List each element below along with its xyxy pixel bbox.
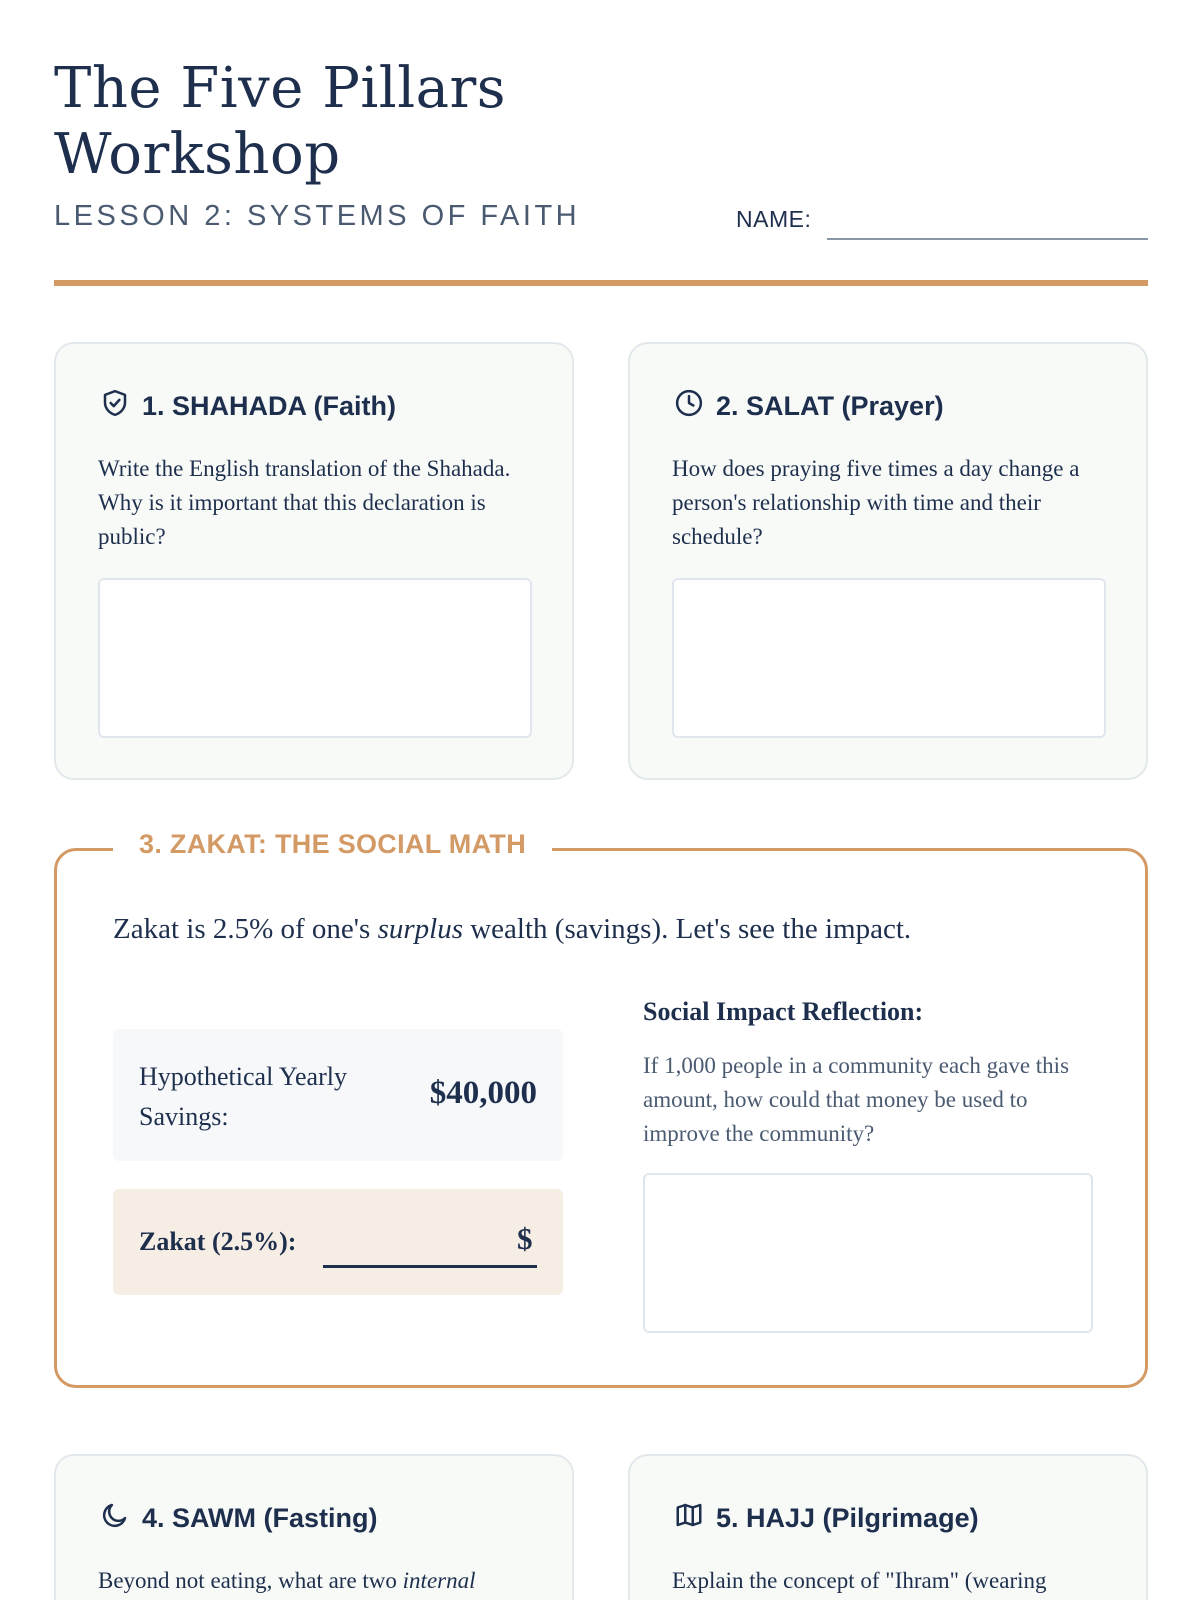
shahada-heading-text: 1. SHAHADA (Faith) xyxy=(142,391,396,421)
sawm-question-emphasis: internal xyxy=(402,1568,476,1593)
shahada-question: Write the English translation of the Shahada. Why is it important that this declaration is public? xyxy=(98,456,511,549)
moon-icon xyxy=(100,1500,130,1537)
salat-card xyxy=(628,342,1148,780)
header-divider xyxy=(54,280,1148,286)
savings-box xyxy=(113,1029,563,1161)
sawm-question-before: Beyond not eating, what are two xyxy=(98,1568,403,1593)
reflection-answer-box[interactable] xyxy=(643,1173,1093,1333)
map-icon xyxy=(674,1500,704,1537)
sawm-question xyxy=(98,1564,538,1598)
zakat-answer-field[interactable] xyxy=(323,1265,537,1268)
salat-question: How does praying five times a day change a person's relationship with time and their schedule? xyxy=(672,456,1080,549)
zakat-calc-label: Zakat (2.5%): xyxy=(139,1227,297,1256)
page-title: The Five Pillars Workshop xyxy=(54,56,507,187)
name-label: NAME: xyxy=(736,206,812,232)
lesson-subtitle: LESSON 2: SYSTEMS OF FAITH xyxy=(54,200,581,232)
zakat-intro-emphasis: surplus xyxy=(377,913,463,945)
salat-heading-text: 2. SALAT (Prayer) xyxy=(716,391,944,421)
shield-check-icon xyxy=(100,388,130,425)
zakat-intro-after: wealth (savings). Let's see the impact. xyxy=(462,913,912,945)
hajj-question: Explain the concept of "Ihram" (wearing xyxy=(672,1568,1047,1593)
reflection-title: Social Impact Reflection: xyxy=(643,997,924,1026)
hajj-heading-text: 5. HAJJ (Pilgrimage) xyxy=(716,1503,979,1533)
hajj-heading xyxy=(674,1500,979,1537)
sawm-card xyxy=(54,1454,574,1600)
zakat-section xyxy=(54,829,1148,1388)
zakat-calc-box xyxy=(113,1189,563,1295)
savings-value: $40,000 xyxy=(429,1075,537,1111)
savings-label: Hypothetical Yearly Savings: xyxy=(139,1062,347,1131)
zakat-intro-before: Zakat is 2.5% of one's xyxy=(113,913,378,945)
shahada-heading xyxy=(100,388,396,425)
name-field[interactable] xyxy=(827,238,1148,240)
zakat-heading: 3. ZAKAT: THE SOCIAL MATH xyxy=(113,829,552,860)
hajj-card xyxy=(628,1454,1148,1600)
salat-heading xyxy=(674,388,944,425)
sawm-heading xyxy=(100,1500,378,1537)
sawm-heading-text: 4. SAWM (Fasting) xyxy=(142,1503,378,1533)
shahada-answer-box[interactable] xyxy=(98,578,532,738)
salat-answer-box[interactable] xyxy=(672,578,1106,738)
shahada-card xyxy=(54,342,574,780)
zakat-currency-symbol: $ xyxy=(517,1221,533,1256)
reflection-question: If 1,000 people in a community each gave this amount, how could that money be used to improve the community? xyxy=(643,1053,1070,1146)
zakat-intro xyxy=(113,913,911,946)
clock-icon xyxy=(674,388,704,425)
